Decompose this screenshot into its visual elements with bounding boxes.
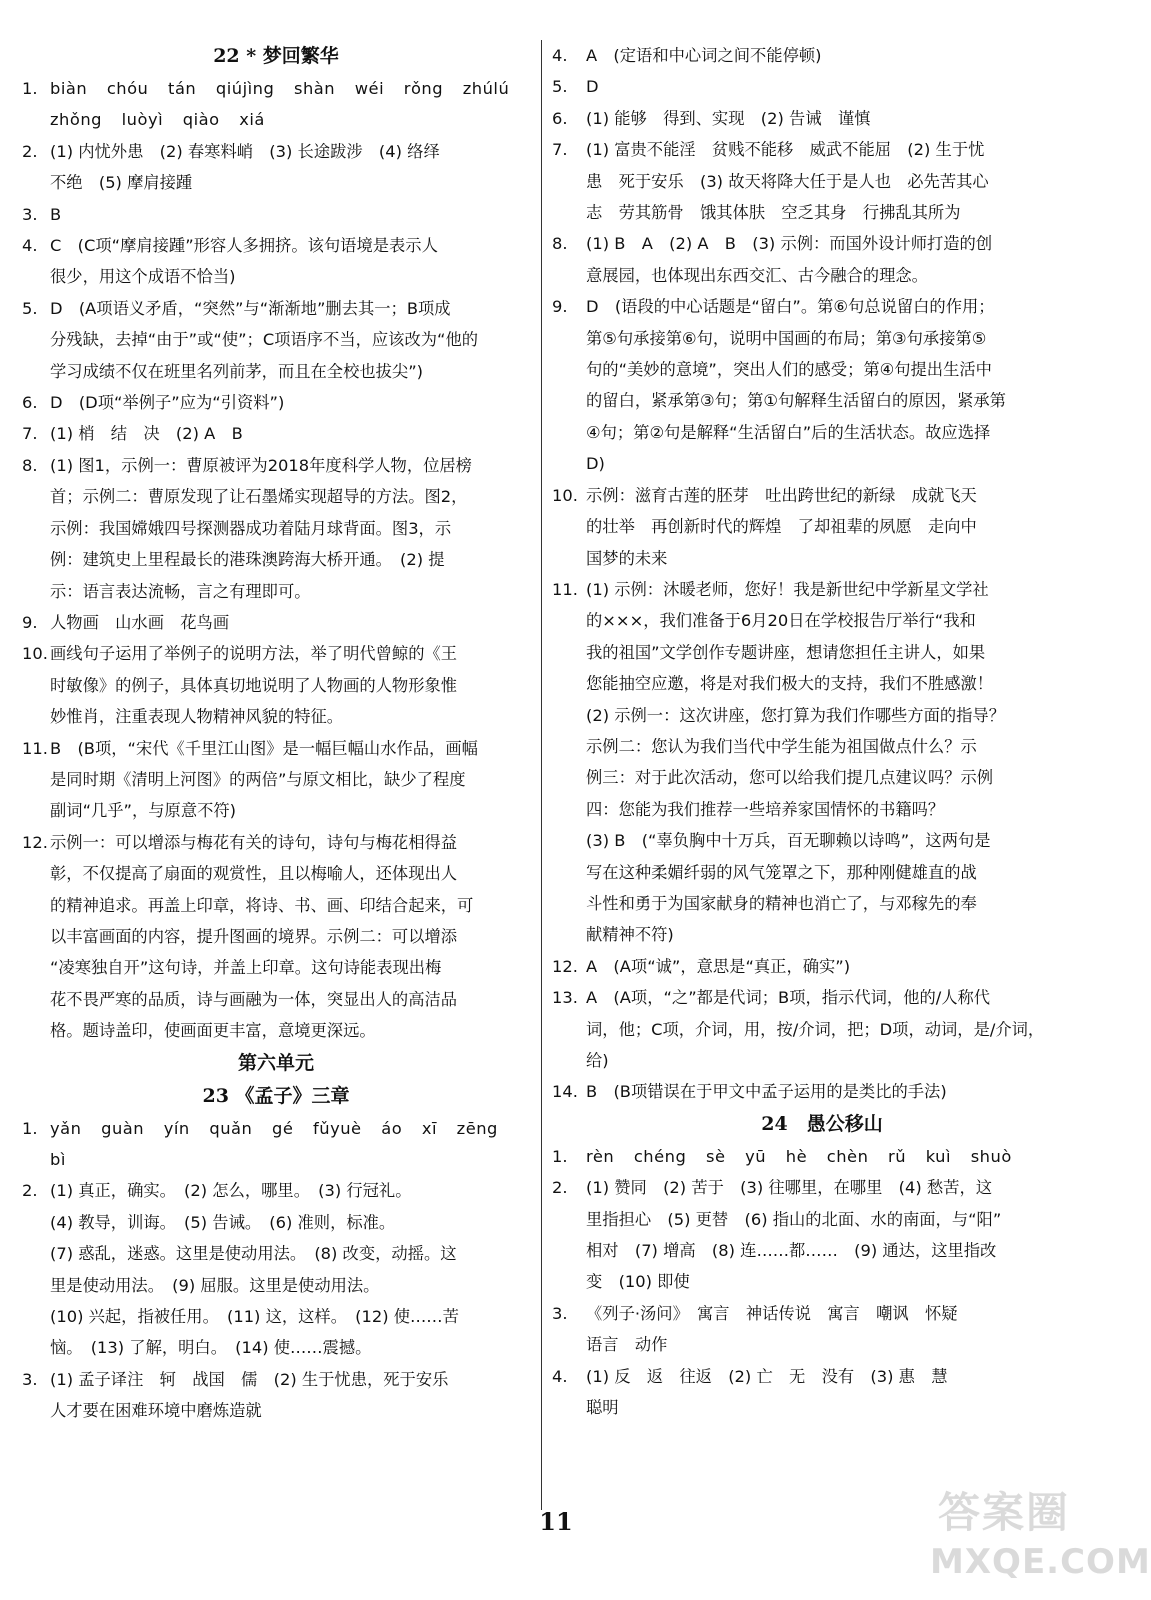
- text-line: D: [586, 77, 599, 97]
- text-line: 的精神追求。再盖上印章，将诗、书、画、印结合起来，可: [50, 895, 474, 915]
- text-line: D (语段的中心话题是“留白”。第⑥句总说留白的作用；: [586, 297, 995, 317]
- item-number: 5.: [552, 77, 568, 97]
- item-number: 3.: [552, 1303, 568, 1323]
- item-number: 7.: [552, 140, 568, 160]
- text-line: (1) 反 返 往返 (2) 亡 无 没有 (3) 惠 慧: [586, 1366, 948, 1386]
- item-text: [586, 1141, 1092, 1172]
- text-line: 献精神不符): [586, 925, 674, 945]
- text-line: 示例二：您认为我们当代中学生能为祖国做点什么？示: [586, 736, 977, 756]
- item-text: [50, 827, 530, 1047]
- section-heading: 第六单元: [237, 1051, 314, 1074]
- item-number: 11.: [22, 738, 48, 758]
- item-number: 2.: [552, 1178, 568, 1198]
- text-line: 国梦的未来: [586, 548, 668, 568]
- text-line: (4) 教导，训诲。 (5) 告诫。 (6) 准则，标准。: [50, 1212, 396, 1232]
- item-text: [50, 733, 530, 827]
- answer-item: [552, 291, 1092, 479]
- text-line: 示例：滋育古莲的胚芽 吐出跨世纪的新绿 成就飞天: [586, 485, 977, 505]
- answer-item: [22, 827, 530, 1047]
- item-number: 7.: [22, 424, 38, 444]
- text-line: 意展园，也体现出东西交汇、古今融合的理念。: [586, 265, 928, 285]
- item-number: 1.: [22, 79, 38, 98]
- item-number: 6.: [22, 393, 38, 413]
- text-line: (2) 示例一：这次讲座，您打算为我们作哪些方面的指导？: [586, 705, 1005, 725]
- text-line: 写在这种柔媚纤弱的风气笼罩之下，那种刚健雄直的战: [586, 862, 977, 882]
- answer-item: [22, 73, 530, 136]
- answer-item: [552, 40, 1092, 71]
- item-number: 10.: [552, 485, 578, 505]
- item-number: 4.: [552, 46, 568, 65]
- answer-item: [22, 638, 530, 732]
- text-line: 人物画 山水画 花鸟画: [50, 612, 230, 632]
- item-text: [586, 134, 1092, 228]
- answer-item: [552, 71, 1092, 102]
- text-line: 是同时期《清明上河图》的两倍”与原文相比，缺少了程度: [50, 769, 466, 789]
- item-text: [586, 1298, 1092, 1361]
- answer-item: [552, 1298, 1092, 1361]
- section-heading: 24 愚公移山: [761, 1112, 883, 1135]
- answer-item: [22, 136, 530, 199]
- text-line: 句的“美妙的意境”，突出人们的感受；第④句提出生活中: [586, 360, 992, 380]
- answer-item: [22, 733, 530, 827]
- item-text: [50, 638, 530, 732]
- answer-item: [22, 1175, 530, 1363]
- text-line: D): [586, 454, 605, 474]
- text-line: 时敏像》的例子，具体真切地说明了人物画的人物形象惟: [50, 675, 458, 695]
- item-number: 4.: [22, 236, 38, 256]
- text-line: 示例一：可以增添与梅花有关的诗句，诗句与梅花相得益: [50, 832, 458, 852]
- text-line: (1) 真正，确实。 (2) 怎么，哪里。 (3) 行冠礼。: [50, 1181, 412, 1201]
- item-number: 13.: [552, 988, 578, 1008]
- item-text: [50, 1364, 530, 1427]
- answer-item: [22, 450, 530, 607]
- item-text: [586, 71, 1092, 102]
- text-line: 例三：对于此次活动，您可以给我们提几点建议吗？示例: [586, 768, 994, 788]
- text-line: 第⑤句承接第⑥句，说明中国画的布局；第③句承接第⑤: [586, 328, 987, 348]
- text-line: 聪明: [586, 1398, 619, 1418]
- item-number: 12.: [22, 832, 48, 852]
- text-line: 语言 动作: [586, 1335, 668, 1355]
- text-line: (1) B A (2) A B (3) 示例：而国外设计师打造的创: [586, 234, 993, 254]
- text-line: (1) 赞同 (2) 苦于 (3) 往哪里，在哪里 (4) 愁苦，这: [586, 1178, 993, 1198]
- answer-item: [552, 574, 1092, 951]
- item-text: [50, 1113, 530, 1176]
- item-text: [50, 293, 530, 387]
- item-number: 3.: [22, 204, 38, 224]
- section-heading: 22 * 梦回繁华: [213, 45, 339, 67]
- item-number: 6.: [552, 108, 568, 128]
- item-number: 2.: [22, 141, 38, 161]
- answer-item: [22, 387, 530, 418]
- left-column: [22, 40, 530, 1427]
- item-text: [50, 199, 530, 230]
- text-line: 格。题诗盖印，使画面更丰富，意境更深远。: [50, 1021, 376, 1041]
- text-line: 不绝 (5) 摩肩接踵: [50, 173, 193, 193]
- text-line: 学习成绩不仅在班里名列前茅，而且在全校也拔尖”): [50, 361, 423, 381]
- item-number: 9.: [22, 612, 38, 632]
- answer-item: [552, 103, 1092, 134]
- text-line: 斗性和勇于为国家献身的精神也消亡了，与邓稼先的奉: [586, 893, 977, 913]
- item-text: [586, 1361, 1092, 1424]
- text-line: A (A项，“之”都是代词；B项，指示代词，他的/人称代: [586, 988, 991, 1008]
- item-number: 10.: [22, 644, 48, 664]
- item-text: [586, 228, 1092, 291]
- item-text: [586, 291, 1092, 479]
- text-line: (1) 图1，示例一：曹原被评为2018年度科学人物，位居榜: [50, 455, 472, 475]
- text-line: 很少，用这个成语不恰当): [50, 267, 236, 287]
- text-line: 相对 (7) 增高 (8) 连……都…… (9) 通达，这里指改: [586, 1241, 997, 1261]
- item-number: 3.: [22, 1369, 38, 1389]
- item-number: 8.: [22, 455, 38, 475]
- right-column: [552, 40, 1092, 1423]
- answer-item: [552, 1361, 1092, 1424]
- text-line: 首；示例二：曹原发现了让石墨烯实现超导的方法。图2，: [50, 487, 468, 507]
- item-text: [586, 951, 1092, 982]
- text-line: (10) 兴起，指被任用。 (11) 这，这样。 (12) 使……苦: [50, 1307, 459, 1327]
- pinyin-line: bì: [50, 1150, 66, 1169]
- text-line: 例：建筑史上里程最长的港珠澳跨海大桥开通。 (2) 提: [50, 550, 445, 570]
- text-line: ④句；第②句是解释“生活留白”后的生活状态。故应选择: [586, 422, 991, 442]
- text-line: 人才要在困难环境中磨炼造就: [50, 1401, 262, 1421]
- text-line: 分残缺，去掉“由于”或“使”；C项语序不当，应该改为“他的: [50, 330, 479, 350]
- text-line: (1) 内忧外患 (2) 春寒料峭 (3) 长途跋涉 (4) 络绎: [50, 141, 440, 161]
- text-line: 副词“几乎”，与原意不符): [50, 801, 237, 821]
- text-line: A (定语和中心词之间不能停顿): [586, 46, 822, 65]
- text-line: B (B项错误在于甲文中孟子运用的是类比的手法): [586, 1082, 947, 1102]
- text-line: 变 (10) 即使: [586, 1272, 690, 1292]
- text-line: (1) 孟子译注 轲 战国 儒 (2) 生于忧患，死于安乐: [50, 1369, 449, 1389]
- text-line: B: [50, 204, 62, 224]
- watermark-logo: [930, 1480, 1151, 1590]
- answer-item: [552, 228, 1092, 291]
- text-line: B (B项，“宋代《千里江山图》是一幅巨幅山水作品，画幅: [50, 738, 478, 758]
- text-line: 以丰富画面的内容，提升图画的境界。示例二：可以增添: [50, 926, 458, 946]
- pinyin-line: zhǒng luòyì qiào xiá: [50, 110, 265, 130]
- text-line: C (C项“摩肩接踵”形容人多拥挤。该句语境是表示人: [50, 236, 438, 256]
- item-number: 9.: [552, 297, 568, 317]
- item-text: [586, 480, 1092, 574]
- text-line: 您能抽空应邀，将是对我们极大的支持，我们不胜感激！: [586, 674, 994, 694]
- watermark-glyphs: 答案圈: [938, 1488, 1071, 1537]
- item-number: 2.: [22, 1181, 38, 1201]
- text-line: 示：语言表达流畅，言之有理即可。: [50, 581, 311, 601]
- item-text: [50, 607, 530, 638]
- column-divider: [541, 40, 542, 1510]
- answer-item: [552, 1172, 1092, 1298]
- text-line: (1) 能够 得到、实现 (2) 告诫 谨慎: [586, 108, 871, 128]
- text-line: D (A项语义矛盾，“突然”与“渐渐地”删去其一；B项成: [50, 298, 451, 318]
- pinyin-line: biàn chóu tán qiújìng shàn wéi rǒng zhúlú: [50, 79, 510, 98]
- item-number: 4.: [552, 1366, 568, 1386]
- item-text: [50, 73, 530, 136]
- answer-item: [22, 230, 530, 293]
- answer-item: [552, 134, 1092, 228]
- pinyin-line: rèn chéng sè yū hè chèn rǔ kuì shuò: [586, 1146, 1012, 1166]
- answer-item: [552, 1141, 1092, 1172]
- item-text: [586, 40, 1092, 71]
- text-line: “凌寒独自开”这句诗，并盖上印章。这句诗能表现出梅: [50, 958, 442, 978]
- answer-item: [552, 480, 1092, 574]
- item-text: [50, 230, 530, 293]
- item-text: [586, 982, 1092, 1076]
- answer-item: [22, 1113, 530, 1176]
- text-line: 的留白，紧承第③句；第①句解释生活留白的原因，紧承第: [586, 391, 1006, 411]
- text-line: 患 死于安乐 (3) 故天将降大任于是人也 必先苦其心: [586, 171, 989, 191]
- text-line: 给): [586, 1051, 609, 1070]
- text-line: D (D项“举例子”应为“引资料”): [50, 393, 285, 413]
- answer-item: [22, 199, 530, 230]
- text-line: (7) 惑乱，迷惑。这里是使动用法。 (8) 改变，动摇。这: [50, 1244, 457, 1264]
- text-line: 画线句子运用了举例子的说明方法，举了明代曾鲸的《王: [50, 644, 458, 664]
- item-number: 11.: [552, 579, 578, 599]
- item-text: [50, 418, 530, 449]
- text-line: 示例：我国嫦娥四号探测器成功着陆月球背面。图3，示: [50, 518, 452, 538]
- text-line: 里是使动用法。 (9) 屈服。这里是使动用法。: [50, 1275, 380, 1295]
- item-text: [50, 1175, 530, 1363]
- text-line: 词，他；C项，介词，用，按/介词，把；D项，动词，是/介词，: [586, 1019, 1045, 1039]
- item-number: 14.: [552, 1082, 578, 1102]
- answer-item: [552, 951, 1092, 982]
- text-line: 妙惟肖，注重表现人物精神风貌的特征。: [50, 707, 344, 727]
- item-text: [586, 1076, 1092, 1107]
- item-text: [50, 136, 530, 199]
- text-line: 的×××，我们准备于6月20日在学校报告厅举行“我和: [586, 611, 976, 631]
- item-text: [50, 450, 530, 607]
- page-number: 11: [539, 1507, 573, 1536]
- item-number: 8.: [552, 234, 568, 254]
- item-text: [50, 387, 530, 418]
- item-text: [586, 574, 1092, 951]
- text-line: 《列子·汤问》 寓言 神话传说 寓言 嘲讽 怀疑: [586, 1303, 958, 1323]
- section-heading: 23 《孟子》三章: [202, 1084, 350, 1107]
- text-line: (3) B (“辜负胸中十万兵，百无聊赖以诗鸣”，这两句是: [586, 831, 991, 851]
- answer-item: [22, 293, 530, 387]
- answer-item: [552, 982, 1092, 1076]
- text-line: 里指担心 (5) 更替 (6) 指山的北面、水的南面，与“阳”: [586, 1209, 1002, 1229]
- answer-item: [22, 1364, 530, 1427]
- text-line: (1) 示例：沐暖老师，您好！我是新世纪中学新星文学社: [586, 579, 989, 599]
- answer-item: [22, 418, 530, 449]
- text-line: 我的祖国”文学创作专题讲座，想请您担任主讲人，如果: [586, 642, 986, 662]
- text-line: (1) 梢 结 决 (2) A B: [50, 424, 243, 444]
- item-number: 12.: [552, 956, 578, 976]
- text-line: A (A项“诚”，意思是“真正，确实”): [586, 956, 851, 976]
- text-line: 志 劳其筋骨 饿其体肤 空乏其身 行拂乱其所为: [586, 203, 961, 223]
- watermark-url: MXQE.COM: [930, 1542, 1151, 1582]
- item-number: 5.: [22, 298, 38, 318]
- item-text: [586, 1172, 1092, 1298]
- text-line: 恼。 (13) 了解，明白。 (14) 使……震撼。: [50, 1338, 372, 1358]
- text-line: 花不畏严寒的品质，诗与画融为一体，突显出人的高洁品: [50, 989, 458, 1009]
- answer-item: [552, 1076, 1092, 1107]
- item-number: 1.: [552, 1146, 568, 1166]
- item-text: [586, 103, 1092, 134]
- text-line: (1) 富贵不能淫 贫贱不能移 威武不能屈 (2) 生于忧: [586, 140, 985, 160]
- text-line: 彰，不仅提高了扇面的观赏性，且以梅喻人，还体现出人: [50, 864, 458, 884]
- text-line: 四：您能为我们推荐一些培养家国情怀的书籍吗？: [586, 799, 945, 819]
- item-number: 1.: [22, 1118, 38, 1138]
- text-line: 的壮举 再创新时代的辉煌 了却祖辈的夙愿 走向中: [586, 517, 977, 537]
- answer-item: [22, 607, 530, 638]
- pinyin-line: yǎn guàn yín quǎn gé fǔyuè áo xī zēng: [50, 1118, 498, 1138]
